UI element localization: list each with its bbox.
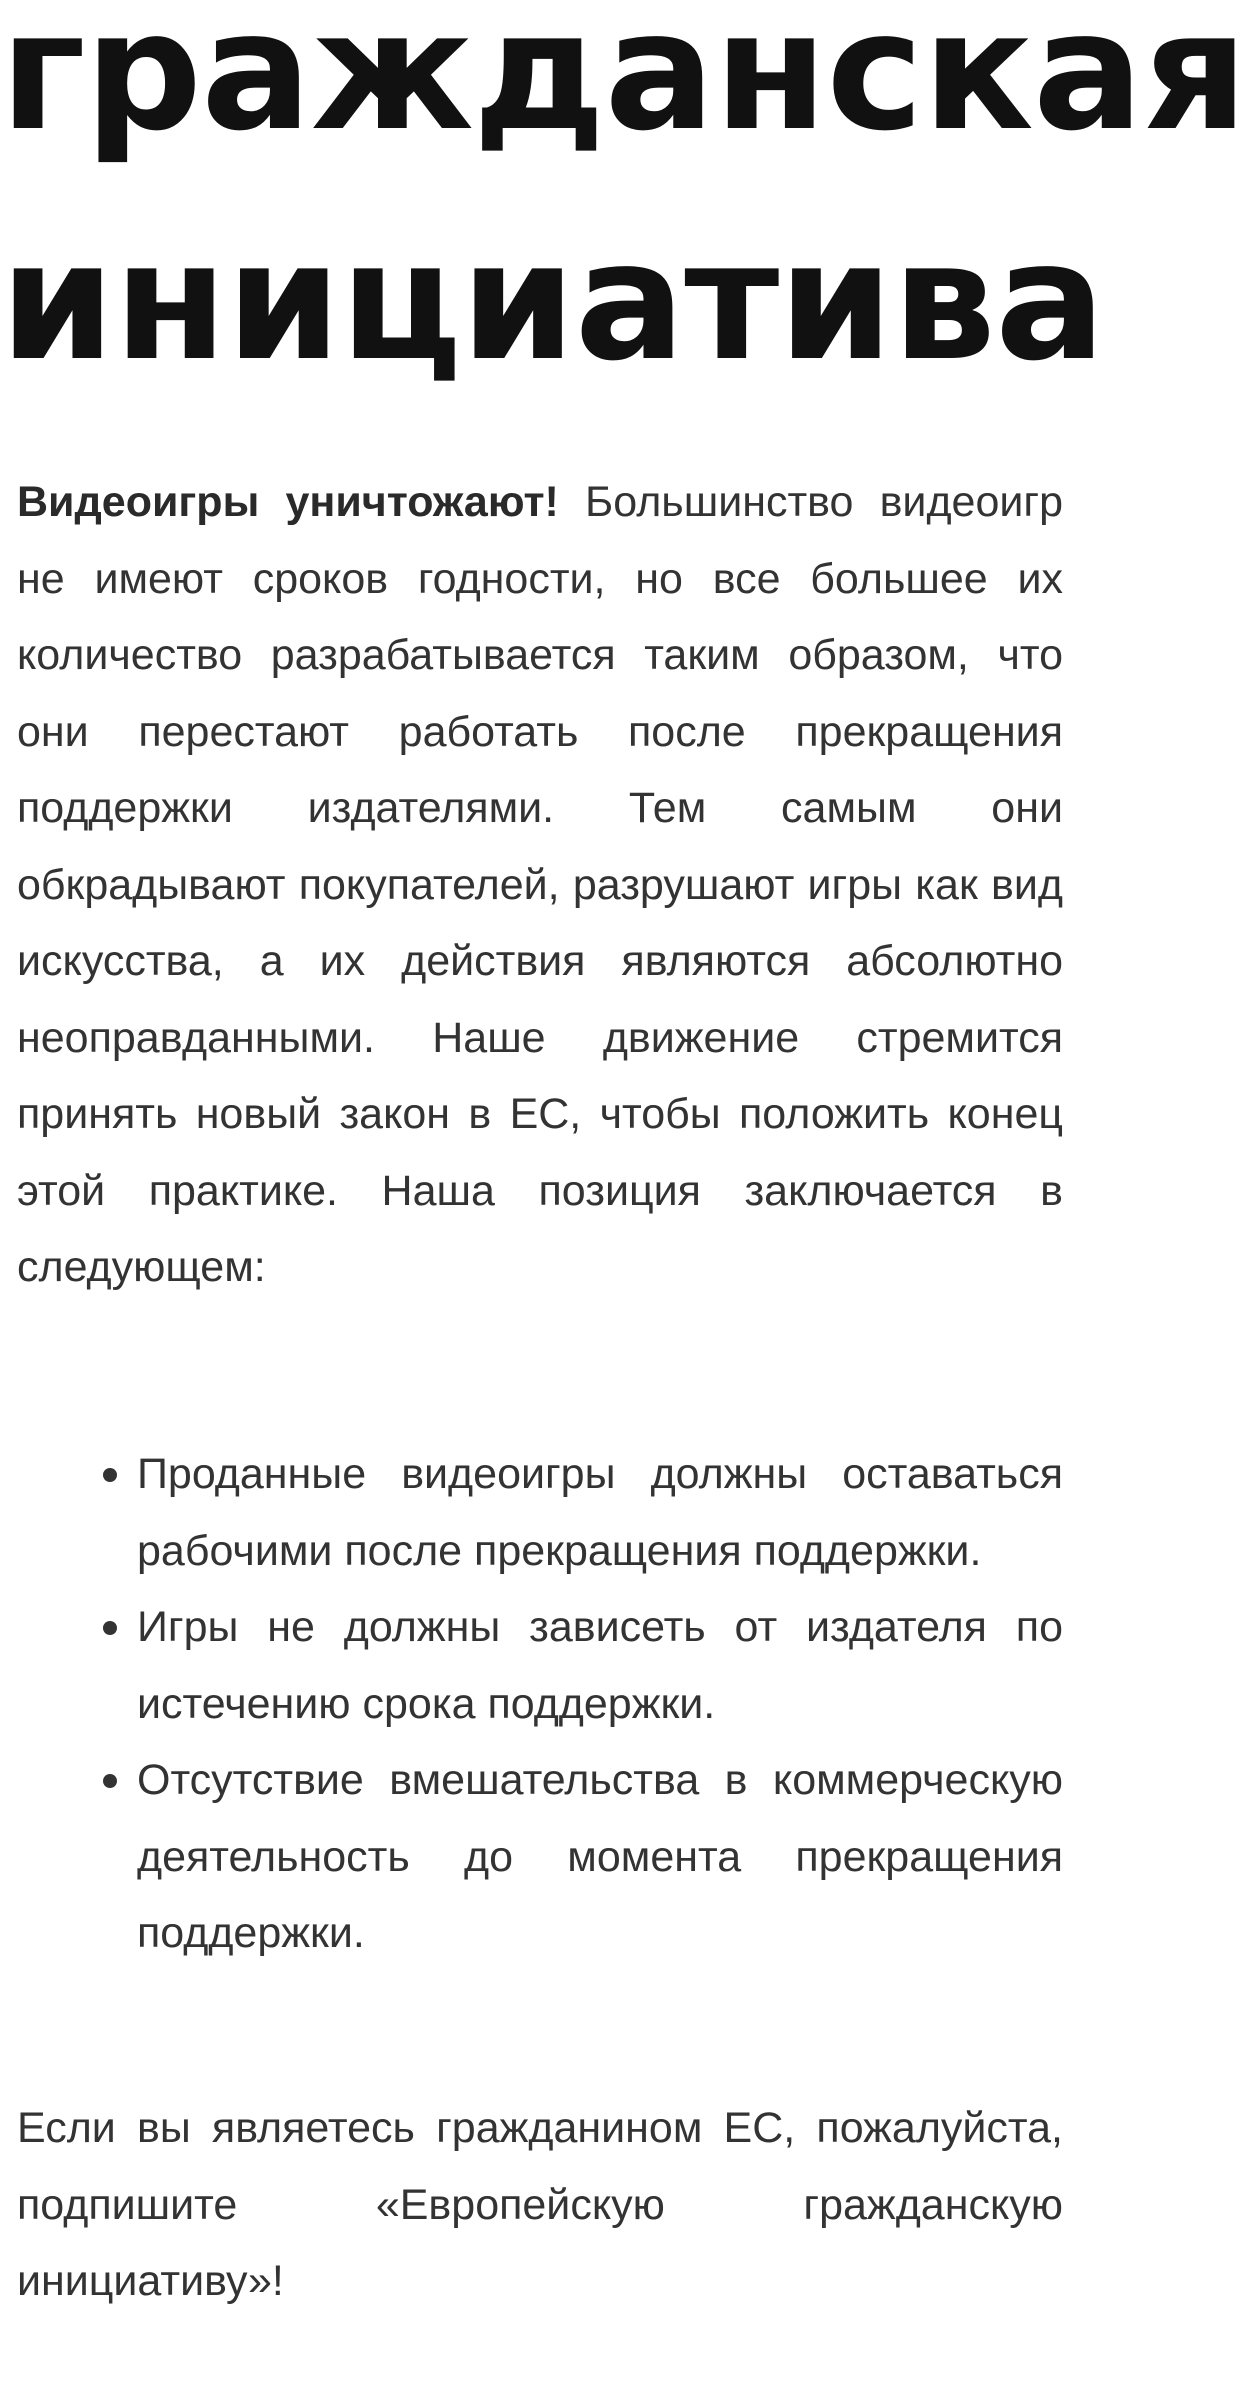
list-item: Отсутствие вмешательства в коммерческую деятельность до момента прекращения поддержки. bbox=[137, 1742, 1063, 1972]
list-item: Проданные видеоигры должны оставаться рабочими после прекращения поддержки. bbox=[137, 1436, 1063, 1589]
list-item: Игры не должны зависеть от издателя по истечению срока поддержки. bbox=[137, 1589, 1063, 1742]
intro-bold-lead: Видеоигры уничтожают! bbox=[17, 478, 559, 526]
intro-paragraph bbox=[17, 464, 1063, 1306]
page-title-line-1: гражданская bbox=[0, 0, 1247, 167]
call-to-action-paragraph: Если вы являетесь гражданином ЕС, пожалуйста, подпишите «Европейскую гражданскую инициативу»! bbox=[17, 2104, 1063, 2305]
positions-list bbox=[137, 1436, 1063, 1972]
intro-body: Большинство видеоигр не имеют сроков годности, но все большее их количество разрабатывается таким образом, что они перестают работать после прекращения поддержки издателями. Тем самым они обкрадывают покупателей, разрушают игры как вид искусства, а их действия являются абсолютно неоправданными. Наше движение стремится принять новый закон в ЕС, чтобы положить конец этой практике. Наша позиция заключается в следующем: bbox=[17, 478, 1063, 1291]
page-title-line-2: инициатива bbox=[0, 206, 1105, 397]
